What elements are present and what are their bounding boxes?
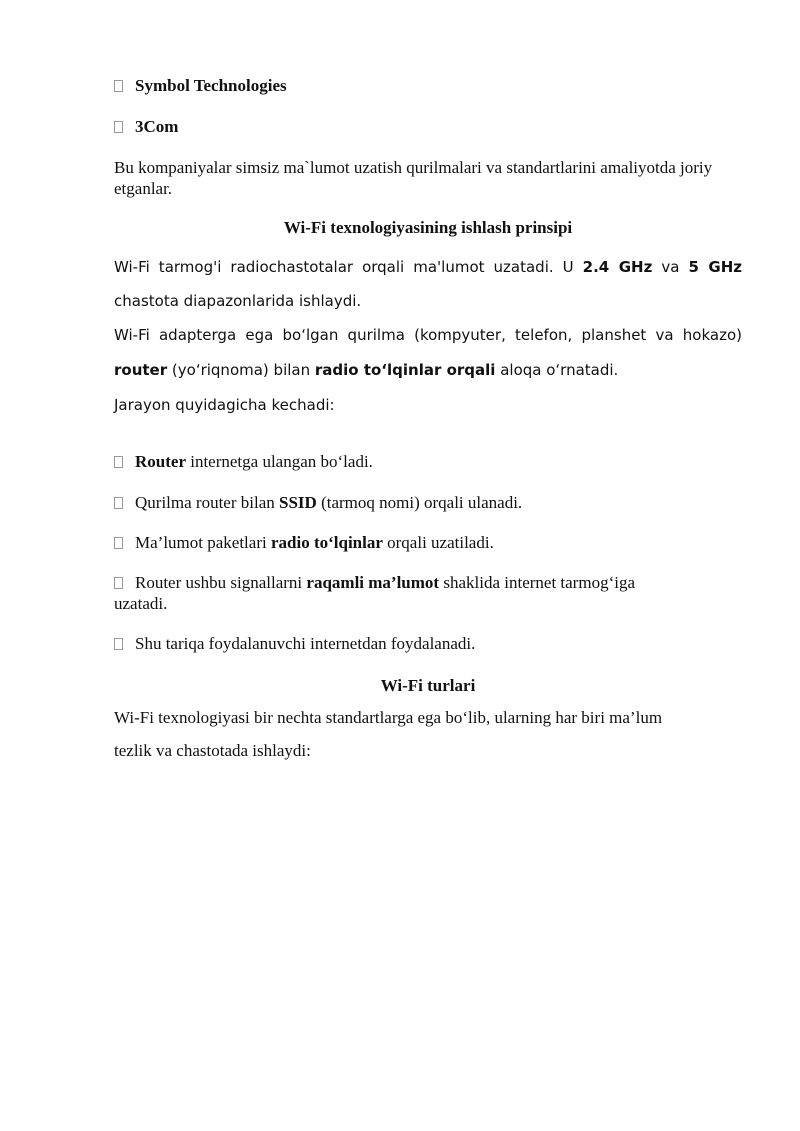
paragraph-line: Jarayon quyidagicha kechadi: bbox=[114, 396, 335, 414]
list-item-text: Symbol Technologies bbox=[135, 76, 287, 95]
paragraph-line: Wi-Fi tarmog'i radiochastotalar orqali ma'lumot uzatadi. U 2.4 GHz va 5 GHz bbox=[114, 258, 742, 276]
bullet-icon bbox=[114, 80, 123, 92]
paragraph-line: Wi-Fi texnologiyasi bir nechta standartlarga ega bo‘lib, ularning har biri ma’lum bbox=[114, 708, 663, 727]
list-item: Ma’lumot paketlari radio to‘lqinlar orqali uzatiladi. bbox=[114, 533, 742, 553]
list-item-continuation: uzatadi. bbox=[114, 594, 168, 613]
bullet-icon bbox=[114, 537, 123, 549]
list-item-text: 3Com bbox=[135, 117, 179, 136]
bullet-icon bbox=[114, 638, 123, 650]
list-item bbox=[114, 76, 742, 96]
list-item bbox=[114, 117, 742, 137]
paragraph-line: tezlik va chastotada ishlaydi: bbox=[114, 741, 311, 760]
bullet-icon bbox=[114, 497, 123, 509]
bullet-icon bbox=[114, 121, 123, 133]
section-heading: Wi-Fi turlari bbox=[380, 676, 476, 695]
list-item: Shu tariqa foydalanuvchi internetdan foydalanadi. bbox=[114, 634, 742, 654]
bullet-icon bbox=[114, 577, 123, 589]
bullet-icon bbox=[114, 456, 123, 468]
section-heading: Wi-Fi texnologiyasining ishlash prinsipi bbox=[283, 218, 573, 237]
list-item: Qurilma router bilan SSID (tarmoq nomi) orqali ulanadi. bbox=[114, 493, 742, 513]
paragraph-line: Wi-Fi adapterga ega bo‘lgan qurilma (kompyuter, telefon, planshet va hokazo) bbox=[114, 326, 742, 344]
paragraph-line: chastota diapazonlarida ishlaydi. bbox=[114, 292, 362, 310]
list-item: Router internetga ulangan bo‘ladi. bbox=[114, 452, 742, 472]
intro-paragraph: Bu kompaniyalar simsiz ma`lumot uzatish qurilmalari va standartlarini amaliyotda joriy etganlar. bbox=[114, 158, 713, 198]
paragraph-line: router (yo‘riqnoma) bilan radio to‘lqinlar orqali aloqa o‘rnatadi. bbox=[114, 361, 619, 379]
list-item: Router ushbu signallarni raqamli ma’lumot shaklida internet tarmog‘iga bbox=[114, 573, 742, 593]
